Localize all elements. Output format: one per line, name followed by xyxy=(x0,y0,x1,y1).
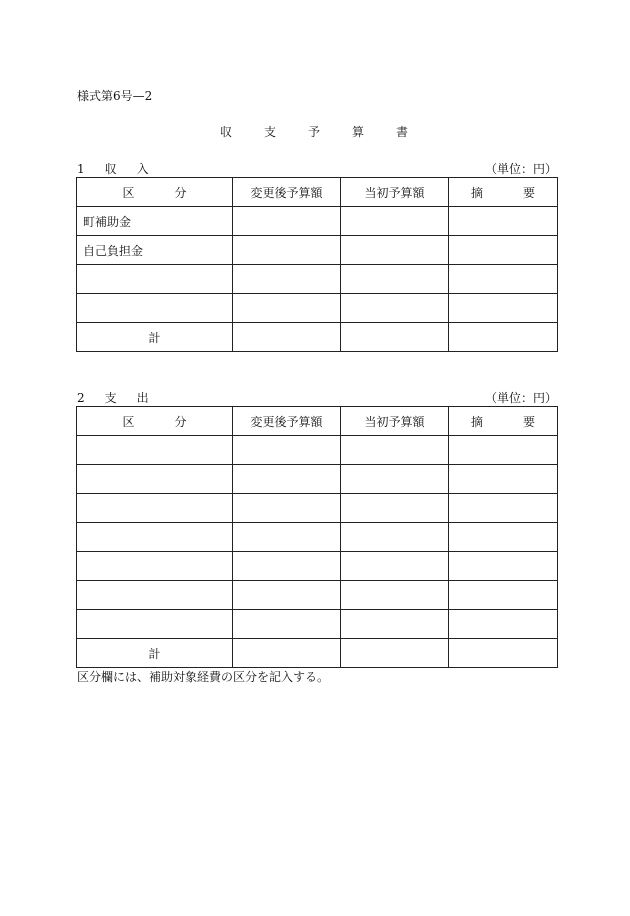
revised-amount-cell[interactable] xyxy=(233,581,341,610)
income-table xyxy=(76,177,558,352)
table-row xyxy=(77,465,558,494)
revised-budget-header: 変更後予算額 xyxy=(233,407,341,436)
income-header-row xyxy=(77,178,558,207)
remarks-cell[interactable] xyxy=(449,552,558,581)
revised-amount-cell[interactable] xyxy=(233,610,341,639)
expenditure-total-row xyxy=(77,639,558,668)
initial-amount-cell[interactable] xyxy=(341,207,449,236)
revised-total-cell[interactable] xyxy=(233,639,341,668)
initial-amount-cell[interactable] xyxy=(341,494,449,523)
remarks-cell[interactable] xyxy=(449,236,558,265)
expenditure-label: 2 支 出 xyxy=(77,391,153,405)
remarks-cell[interactable] xyxy=(449,494,558,523)
expenditure-row-label[interactable] xyxy=(77,610,233,639)
remarks-cell[interactable] xyxy=(449,294,558,323)
revised-amount-cell[interactable] xyxy=(233,236,341,265)
footnote: 区分欄には、補助対象経費の区分を記入する。 xyxy=(77,670,330,684)
table-row xyxy=(77,552,558,581)
remarks-total-cell[interactable] xyxy=(449,323,558,352)
revised-amount-cell[interactable] xyxy=(233,265,341,294)
initial-budget-header: 当初予算額 xyxy=(341,178,449,207)
income-row-label[interactable] xyxy=(77,294,233,323)
revised-budget-header: 変更後予算額 xyxy=(233,178,341,207)
initial-amount-cell[interactable] xyxy=(341,465,449,494)
kubun-header-char1: 区 xyxy=(122,185,135,200)
table-row xyxy=(77,294,558,323)
income-label: 1 収 入 xyxy=(77,162,153,176)
document-title: 収 支 予 算 書 xyxy=(219,125,418,139)
expenditure-unit: （単位：円） xyxy=(484,391,557,405)
expenditure-header-row xyxy=(77,407,558,436)
remarks-cell[interactable] xyxy=(449,581,558,610)
kubun-header xyxy=(77,178,233,207)
remarks-cell[interactable] xyxy=(449,436,558,465)
table-row xyxy=(77,265,558,294)
income-row-label[interactable] xyxy=(77,265,233,294)
initial-amount-cell[interactable] xyxy=(341,581,449,610)
kubun-header-char1: 区 xyxy=(122,414,135,429)
kubun-header-char2: 分 xyxy=(174,185,187,200)
initial-total-cell[interactable] xyxy=(341,639,449,668)
initial-amount-cell[interactable] xyxy=(341,552,449,581)
table-row xyxy=(77,207,558,236)
revised-amount-cell[interactable] xyxy=(233,436,341,465)
expenditure-table xyxy=(76,406,558,668)
form-number: 様式第6号—2 xyxy=(77,89,153,103)
revised-total-cell[interactable] xyxy=(233,323,341,352)
revised-amount-cell[interactable] xyxy=(233,294,341,323)
remarks-cell[interactable] xyxy=(449,265,558,294)
expenditure-row-label[interactable] xyxy=(77,436,233,465)
remarks-cell[interactable] xyxy=(449,610,558,639)
revised-amount-cell[interactable] xyxy=(233,552,341,581)
remarks-cell[interactable] xyxy=(449,523,558,552)
income-row-label: 自己負担金 xyxy=(77,236,233,265)
initial-amount-cell[interactable] xyxy=(341,523,449,552)
income-total-row xyxy=(77,323,558,352)
remarks-header xyxy=(449,407,558,436)
income-row-label: 町補助金 xyxy=(77,207,233,236)
revised-amount-cell[interactable] xyxy=(233,465,341,494)
revised-amount-cell[interactable] xyxy=(233,494,341,523)
initial-amount-cell[interactable] xyxy=(341,436,449,465)
remarks-cell[interactable] xyxy=(449,207,558,236)
expenditure-total-label: 計 xyxy=(77,639,233,668)
revised-amount-cell[interactable] xyxy=(233,523,341,552)
kubun-header-char2: 分 xyxy=(174,414,187,429)
income-section-header xyxy=(77,160,557,176)
expenditure-row-label[interactable] xyxy=(77,552,233,581)
expenditure-row-label[interactable] xyxy=(77,465,233,494)
remarks-header-char1: 摘 xyxy=(470,185,483,200)
table-row xyxy=(77,236,558,265)
income-unit: （単位：円） xyxy=(484,162,557,176)
remarks-header xyxy=(449,178,558,207)
table-row xyxy=(77,436,558,465)
revised-amount-cell[interactable] xyxy=(233,207,341,236)
initial-amount-cell[interactable] xyxy=(341,610,449,639)
remarks-header-char2: 要 xyxy=(523,414,536,429)
initial-total-cell[interactable] xyxy=(341,323,449,352)
table-row xyxy=(77,494,558,523)
initial-budget-header: 当初予算額 xyxy=(341,407,449,436)
remarks-header-char1: 摘 xyxy=(470,414,483,429)
expenditure-section-header xyxy=(77,389,557,405)
initial-amount-cell[interactable] xyxy=(341,294,449,323)
kubun-header xyxy=(77,407,233,436)
table-row xyxy=(77,523,558,552)
remarks-cell[interactable] xyxy=(449,465,558,494)
expenditure-row-label[interactable] xyxy=(77,581,233,610)
expenditure-row-label[interactable] xyxy=(77,523,233,552)
expenditure-row-label[interactable] xyxy=(77,494,233,523)
income-total-label: 計 xyxy=(77,323,233,352)
table-row xyxy=(77,581,558,610)
table-row xyxy=(77,610,558,639)
remarks-total-cell[interactable] xyxy=(449,639,558,668)
initial-amount-cell[interactable] xyxy=(341,265,449,294)
initial-amount-cell[interactable] xyxy=(341,236,449,265)
remarks-header-char2: 要 xyxy=(523,185,536,200)
